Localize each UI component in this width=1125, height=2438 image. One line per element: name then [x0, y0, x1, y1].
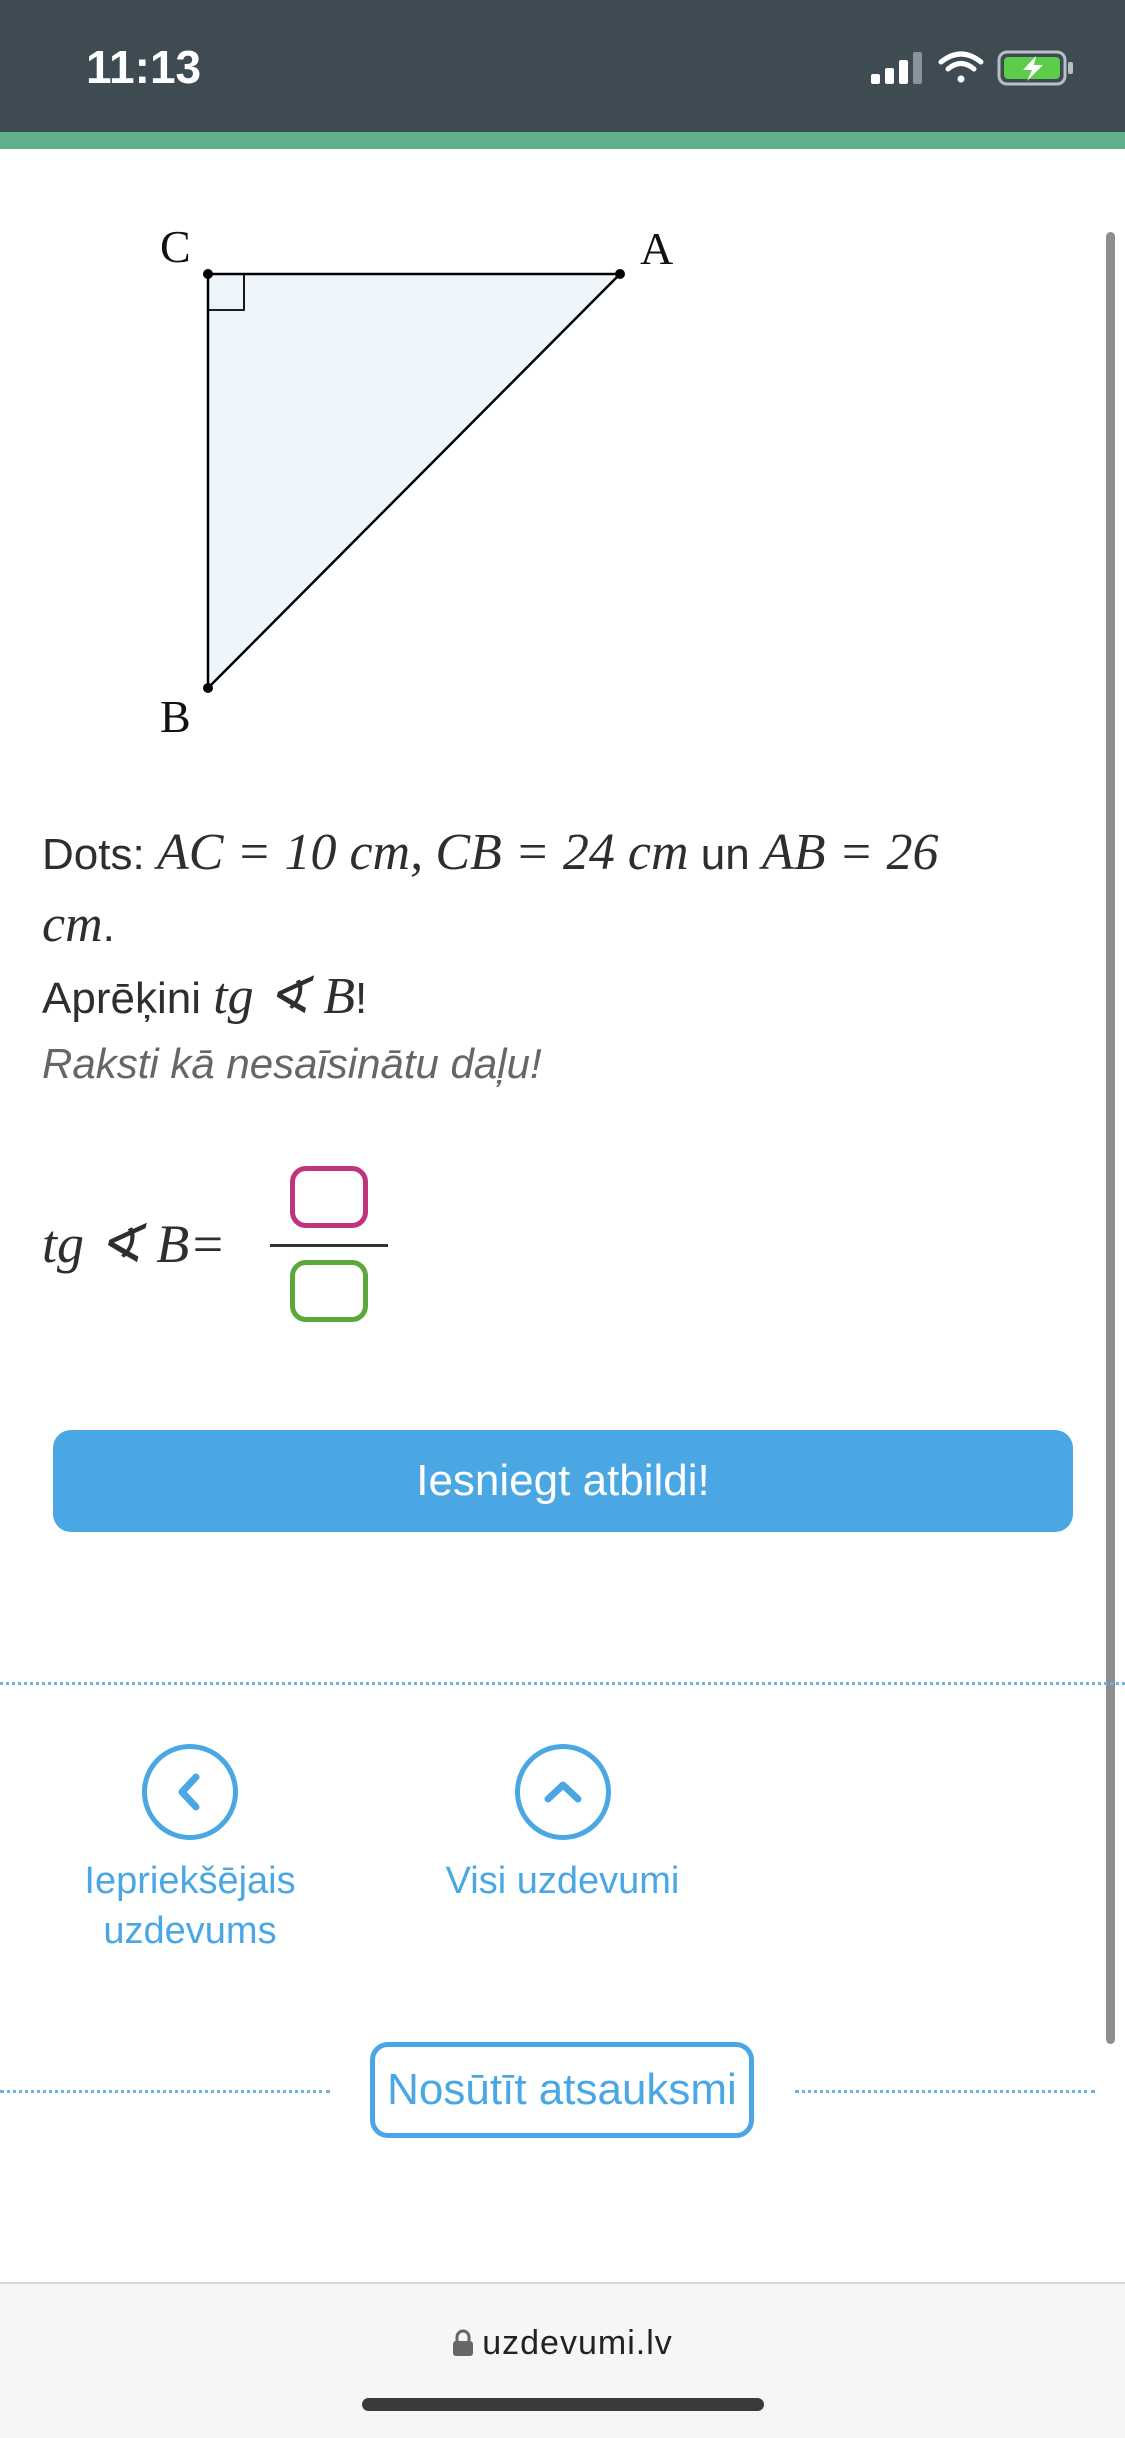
compute-expression: tg ∢ B — [213, 968, 355, 1025]
given-ab-unit: cm — [42, 896, 103, 953]
browser-bottom-bar — [0, 2282, 1125, 2438]
lock-icon — [452, 2329, 474, 2357]
given-ab: AB = 26 — [761, 824, 939, 881]
given-cb: CB = 24 cm — [435, 824, 689, 881]
and-word: un — [700, 830, 750, 879]
prev-task-label-1: Iepriekšējais — [84, 1860, 296, 1902]
url-text: uzdevumi.lv — [482, 2324, 673, 2362]
feedback-divider-left — [0, 2090, 330, 2093]
all-tasks-label: Visi uzdevumi — [445, 1860, 680, 1902]
triangle-drawing — [140, 210, 700, 750]
compute-label: Aprēķini — [42, 974, 201, 1023]
battery-charging-icon — [999, 52, 1073, 84]
given-label: Dots: — [42, 830, 145, 879]
given-ac: AC = 10 cm — [156, 824, 411, 881]
send-feedback-button[interactable]: Nosūtīt atsauksmi — [370, 2042, 754, 2138]
numerator-input[interactable] — [290, 1166, 368, 1228]
scrollbar[interactable] — [1106, 232, 1115, 2044]
home-indicator[interactable] — [362, 2398, 764, 2411]
hint-text: Raksti kā nesaīsinātu daļu! — [42, 1040, 542, 1087]
signal-icon — [871, 52, 922, 84]
answer-area — [42, 1160, 442, 1330]
problem-statement: Dots: AC = 10 cm, CB = 24 cm un AB = 26 cm. Aprēķini tg ∢ B! Raksti kā nesaīsinātu daļu! — [42, 818, 1072, 1094]
wifi-icon — [941, 54, 981, 83]
chevron-up-icon — [515, 1744, 611, 1840]
header-accent-line — [0, 132, 1125, 149]
feedback-divider-right — [795, 2090, 1095, 2093]
task-line: Aprēķini tg ∢ B! — [42, 968, 368, 1025]
prev-task-link[interactable] — [60, 1744, 320, 1956]
submit-answer-button[interactable]: Iesniegt atbildi! — [53, 1430, 1073, 1532]
vertex-a-label: A — [640, 223, 674, 274]
section-divider — [0, 1682, 1125, 1685]
prev-task-label-2: uzdevums — [103, 1910, 277, 1952]
vertex-b-label: B — [160, 691, 191, 742]
chevron-left-icon — [142, 1744, 238, 1840]
given-line: Dots: AC = 10 cm, CB = 24 cm un AB = 26 — [42, 824, 939, 881]
all-tasks-link[interactable] — [430, 1744, 695, 1906]
url-bar[interactable] — [0, 2324, 1125, 2363]
answer-lhs: tg ∢ B= — [42, 1214, 226, 1274]
status-bar — [0, 0, 1125, 132]
fraction-line — [270, 1244, 388, 1247]
status-time: 11:13 — [86, 41, 202, 93]
triangle-figure — [140, 210, 700, 750]
denominator-input[interactable] — [290, 1260, 368, 1322]
vertex-a-point — [615, 269, 625, 279]
vertex-c-label: C — [160, 221, 191, 272]
vertex-b-point — [203, 683, 213, 693]
vertex-c-point — [203, 269, 213, 279]
status-icons — [871, 48, 1081, 88]
